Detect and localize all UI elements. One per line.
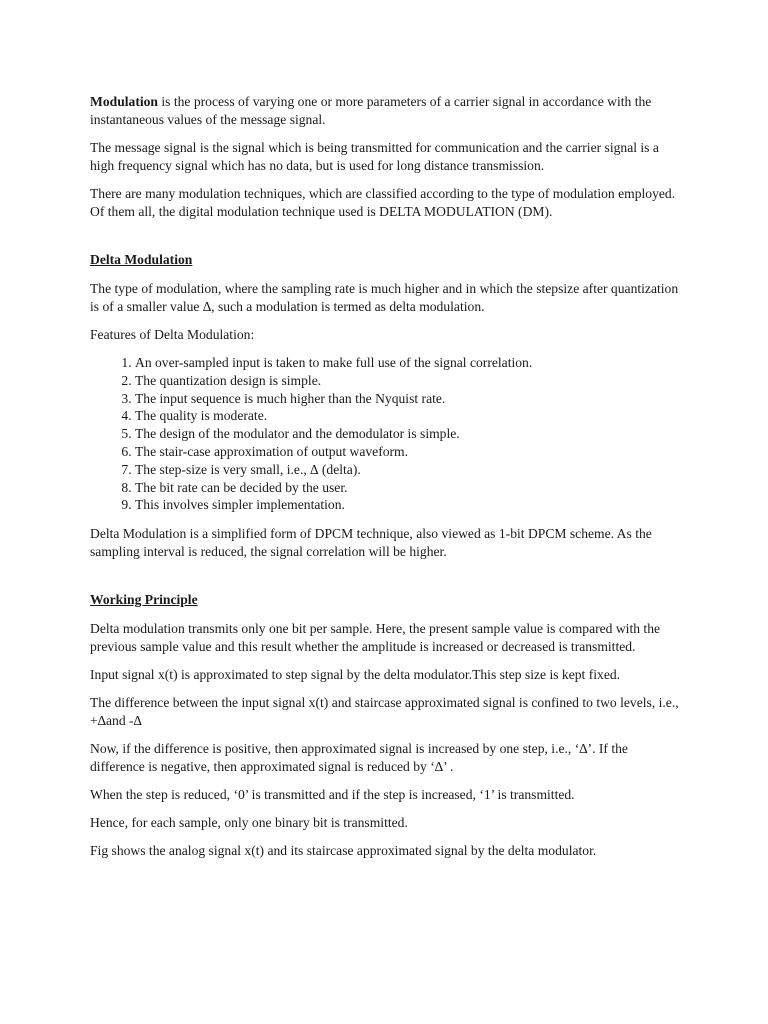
- working-paragraph: The difference between the input signal x(t) and staircase approximated signal is confined to two levels, i.e., +∆and -∆: [90, 695, 679, 729]
- list-item: 8. The bit rate can be decided by the user.: [135, 479, 680, 497]
- delta-definition-paragraph: The type of modulation, where the sampling rate is much higher and in which the stepsize after quantization is of a smaller value ∆, such a modulation is termed as delta modulation.: [90, 281, 679, 314]
- working-paragraph: Hence, for each sample, only one binary bit is transmitted.: [90, 815, 408, 831]
- list-item: 3. The input sequence is much higher than the Nyquist rate.: [135, 390, 680, 408]
- working-paragraph: Input signal x(t) is approximated to step signal by the delta modulator.This step size is kept fixed.: [90, 667, 621, 683]
- features-list: [90, 354, 680, 514]
- list-item: 9. This involves simpler implementation.: [135, 496, 680, 514]
- list-item: 4. The quality is moderate.: [135, 407, 680, 425]
- working-paragraph: When the step is reduced, ‘0’ is transmitted and if the step is increased, ‘1’ is transmitted.: [90, 787, 575, 803]
- working-paragraph: Now, if the difference is positive, then approximated signal is increased by one step, i.e., ‘∆’. If the difference is negative, then approximated signal is reduced by ‘∆’ .: [90, 741, 628, 775]
- working-paragraph: Delta modulation transmits only one bit per sample. Here, the present sample value is compared with the previous sample value and this result whether the amplitude is increased or decreased is transmitted.: [90, 621, 661, 655]
- intro-paragraph-2: The message signal is the signal which is being transmitted for communication and the carrier signal is a high frequency signal which has no data, but is used for long distance transmission.: [90, 140, 659, 173]
- list-item: 7. The step-size is very small, i.e., ∆ (delta).: [135, 461, 680, 479]
- intro-paragraph-3: There are many modulation techniques, which are classified according to the type of modulation employed. Of them all, the digital modulation technique used is DELTA MODULATION (DM).: [90, 186, 676, 219]
- section-spacer: [90, 231, 680, 251]
- delta-modulation-heading: Delta Modulation: [90, 252, 193, 267]
- modulation-term: Modulation: [90, 94, 158, 109]
- document-page: [90, 93, 680, 870]
- list-item: 5. The design of the modulator and the demodulator is simple.: [135, 425, 680, 443]
- list-item: 1. An over-sampled input is taken to make full use of the signal correlation.: [135, 354, 680, 372]
- intro-paragraph-1-text: is the process of varying one or more parameters of a carrier signal in accordance with the instantaneous values of the message signal.: [90, 94, 652, 127]
- list-item: 2. The quantization design is simple.: [135, 372, 680, 390]
- dpcm-paragraph: Delta Modulation is a simplified form of DPCM technique, also viewed as 1-bit DPCM scheme. As the sampling interval is reduced, the signal correlation will be higher.: [90, 526, 652, 560]
- working-principle-heading: Working Principle: [90, 592, 198, 608]
- intro-paragraph-1: [90, 93, 680, 129]
- features-title: Features of Delta Modulation:: [90, 327, 255, 342]
- section-spacer: [90, 571, 680, 591]
- working-paragraph: Fig shows the analog signal x(t) and its staircase approximated signal by the delta modulator.: [90, 843, 597, 859]
- list-item: 6. The stair-case approximation of output waveform.: [135, 443, 680, 461]
